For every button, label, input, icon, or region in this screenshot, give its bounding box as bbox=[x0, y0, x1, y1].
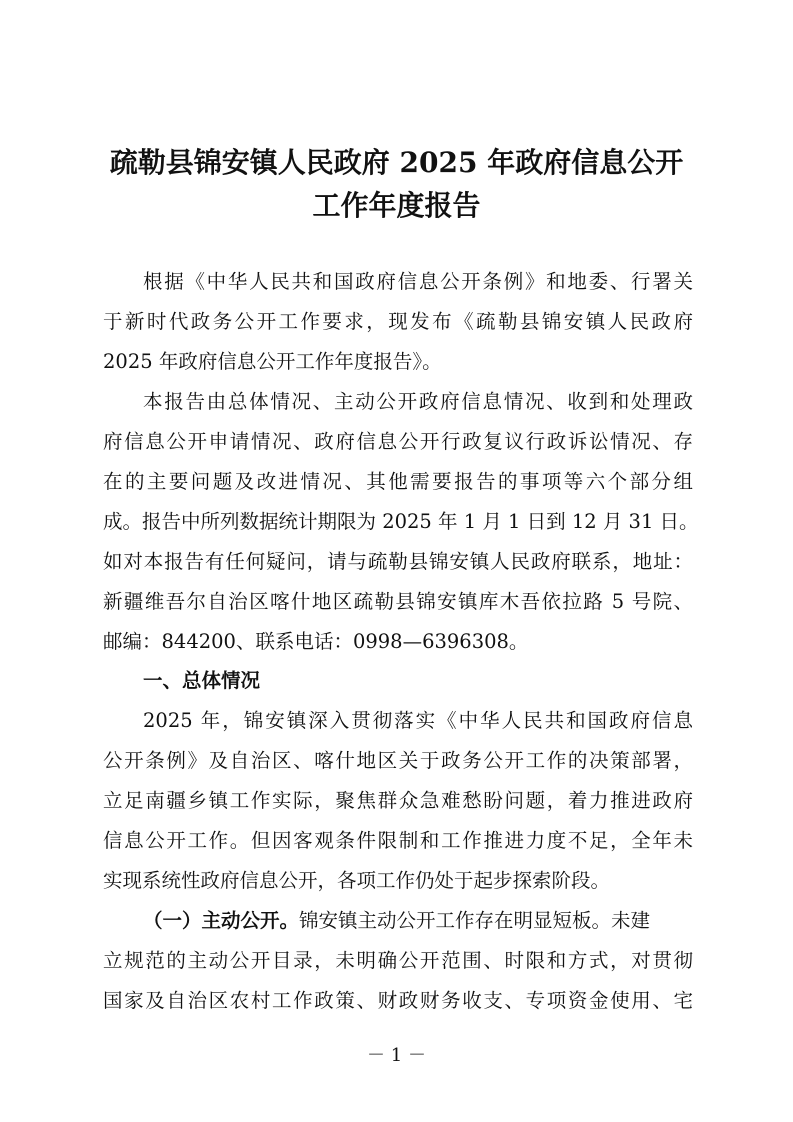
paragraph-line: 2025 年政府信息公开工作年度报告》。 bbox=[103, 350, 442, 373]
document-title-line1: 疏勒县锦安镇人民政府 2025 年政府信息公开 bbox=[109, 146, 684, 179]
paragraph-line: 成。报告中所列数据统计期限为 2025 年 1 月 1 日到 12 月 31 日。 bbox=[103, 510, 699, 533]
paragraph-line: 实现系统性政府信息公开，各项工作仍处于起步探索阶段。 bbox=[103, 869, 611, 892]
paragraph-line: 在的主要问题及改进情况、其他需要报告的事项等六个部分组 bbox=[103, 470, 693, 493]
paragraph-line bbox=[143, 901, 693, 941]
paragraph-line: 如对本报告有任何疑问，请与疏勒县锦安镇人民政府联系，地址： bbox=[103, 550, 693, 573]
paragraph-line: 于新时代政务公开工作要求，现发布《疏勒县锦安镇人民政府 bbox=[103, 310, 693, 333]
paragraph-line: 立足南疆乡镇工作实际，聚焦群众急难愁盼问题，着力推进政府 bbox=[103, 789, 693, 812]
paragraph-line: 本报告由总体情况、主动公开政府信息情况、收到和处理政 bbox=[143, 390, 693, 413]
section-heading: 一、总体情况 bbox=[143, 669, 261, 692]
paragraph-line: 立规范的主动公开目录，未明确公开范围、时限和方式，对贯彻 bbox=[103, 949, 693, 972]
paragraph-line: 根据《中华人民共和国政府信息公开条例》和地委、行署关 bbox=[143, 270, 693, 293]
paragraph-line: 新疆维吾尔自治区喀什地区疏勒县锦安镇库木吾依拉路 5 号院、 bbox=[103, 590, 693, 613]
paragraph-line: 信息公开工作。但因客观条件限制和工作推进力度不足，全年未 bbox=[103, 829, 693, 852]
paragraph-line: 邮编：844200、联系电话：0998—6396308。 bbox=[103, 630, 529, 653]
page-number: － 1 － bbox=[367, 1045, 426, 1066]
document-title-line2: 工作年度报告 bbox=[312, 189, 481, 222]
subsection-heading: （一）主动公开。 bbox=[143, 909, 300, 932]
paragraph-line: 公开条例》及自治区、喀什地区关于政务公开工作的决策部署， bbox=[103, 749, 693, 772]
paragraph-line: 国家及自治区农村工作政策、财政财务收支、专项资金使用、宅 bbox=[103, 989, 693, 1012]
paragraph-line: 2025 年，锦安镇深入贯彻落实《中华人民共和国政府信息 bbox=[143, 709, 693, 732]
paragraph-line: 府信息公开申请情况、政府信息公开行政复议行政诉讼情况、存 bbox=[103, 430, 693, 453]
paragraph-text: 锦安镇主动公开工作存在明显短板。未建 bbox=[299, 909, 651, 932]
